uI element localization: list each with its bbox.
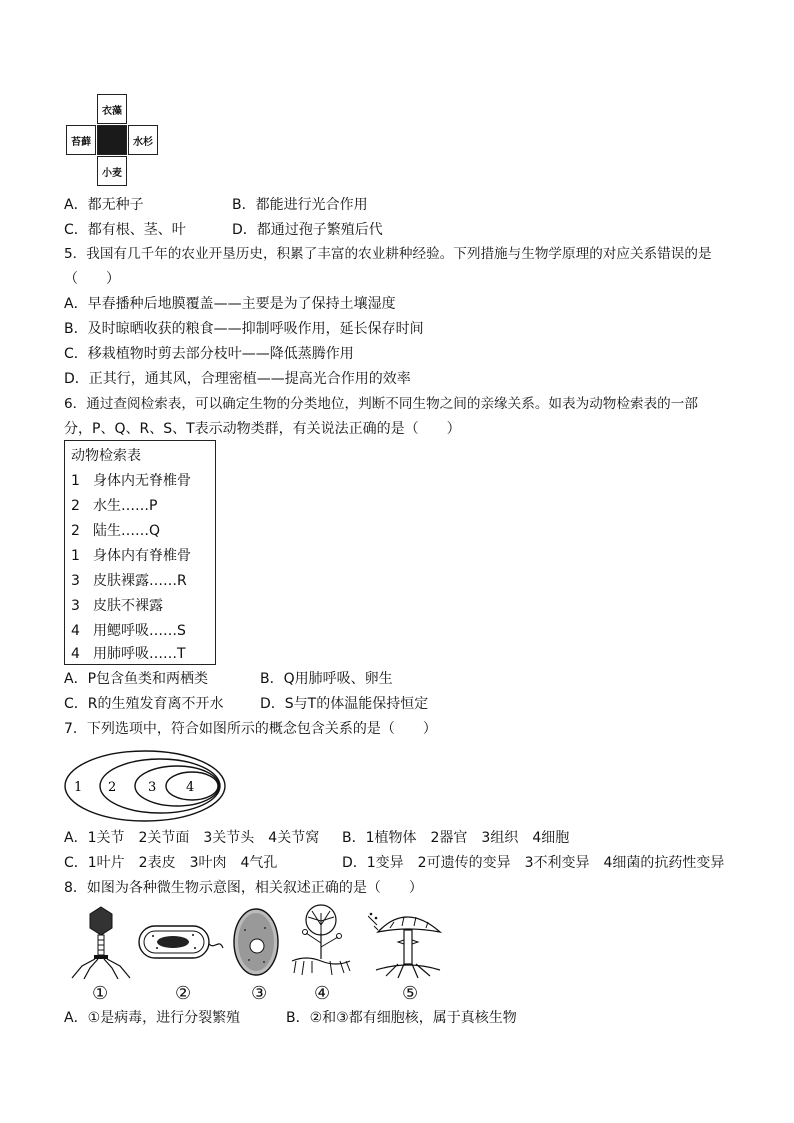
cross-left-cell	[66, 125, 96, 155]
cross-bottom-label: 小麦	[102, 167, 122, 179]
q5-stem-line1: 5．我国有几千年的农业开垦历史，积累了丰富的农业耕种经验。下列措施与生物学原理的对应关系错误的是	[64, 246, 712, 262]
q5-option-b: B．及时晾晒收获的粮食——抑制呼吸作用，延长保存时间	[64, 321, 424, 337]
key-row	[71, 547, 191, 565]
key-row-text: 身体内有脊椎骨	[93, 548, 191, 564]
microbe-label-4: ④	[314, 983, 331, 1004]
q5-option-a: A．早春播种后地膜覆盖——主要是为了保持土壤湿度	[64, 296, 396, 312]
key-row-num: 3	[71, 598, 80, 614]
cross-bottom-cell	[97, 156, 127, 186]
key-row-num: 1	[71, 548, 80, 564]
cross-right-label: 水杉	[133, 136, 153, 148]
animal-key-table	[64, 440, 216, 665]
q6-stem-line2: 分，P、Q、R、S、T表示动物类群，有关说法正确的是（ ）	[64, 421, 461, 437]
cross-top-label: 衣藻	[102, 105, 122, 117]
key-row	[71, 497, 157, 515]
key-row-text: 水生……P	[93, 498, 158, 514]
q6-option-b: B．Q用肺呼吸、卵生	[260, 671, 393, 687]
mold-illustration	[290, 903, 352, 979]
ellipse-label-2: 2	[108, 780, 117, 795]
ellipse-1	[65, 751, 225, 821]
key-row-text: 皮肤不裸露	[93, 598, 163, 614]
mushroom-illustration	[368, 904, 444, 980]
cross-center-cell	[97, 125, 127, 155]
q8-stem: 8．如图为各种微生物示意图，相关叙述正确的是（ ）	[64, 880, 423, 896]
microbe-label-2: ②	[175, 983, 192, 1004]
q4-option-c: C．都有根、茎、叶	[64, 222, 186, 238]
q7-stem: 7．下列选项中，符合如图所示的概念包含关系的是（ ）	[64, 721, 437, 737]
bacterium-illustration	[133, 918, 225, 968]
key-row	[71, 572, 187, 590]
q4-option-d: D．都通过孢子繁殖后代	[232, 222, 383, 238]
ellipse-label-3: 3	[148, 780, 157, 795]
microbe-label-3: ③	[251, 983, 268, 1004]
q7-option-c: C．1叶片 2表皮 3叶肉 4气孔	[64, 855, 278, 871]
cross-top-cell	[97, 94, 127, 124]
key-row-num: 2	[71, 523, 80, 539]
q6-option-d: D．S与T的体温能保持恒定	[260, 696, 429, 712]
q6-option-a: A．P包含鱼类和两栖类	[64, 671, 209, 687]
microbe-label-5: ⑤	[402, 983, 419, 1004]
q7-option-d: D．1变异 2可遗传的变异 3不利变异 4细菌的抗药性变异	[342, 855, 725, 871]
key-row-num: 2	[71, 498, 80, 514]
ellipse-label-1: 1	[74, 780, 83, 795]
key-row-num: 1	[71, 473, 80, 489]
key-row-num: 4	[71, 646, 80, 662]
key-row-text: 用鳃呼吸……S	[93, 623, 186, 639]
key-row-num: 4	[71, 623, 80, 639]
ellipse-label-4: 4	[186, 780, 195, 795]
q4-option-a: A．都无种子	[64, 197, 144, 213]
microbe-label-1: ①	[92, 983, 109, 1004]
q6-option-c: C．R的生殖发育离不开水	[64, 696, 224, 712]
key-row-text: 用肺呼吸……T	[93, 646, 186, 662]
key-row	[71, 645, 186, 663]
cross-right-cell	[128, 125, 158, 155]
q8-option-b: B．②和③都有细胞核，属于真核生物	[286, 1010, 517, 1026]
q7-option-a: A．1关节 2关节面 3关节头 4关节窝	[64, 830, 320, 846]
q6-stem-line1: 6．通过查阅检索表，可以确定生物的分类地位，判断不同生物之间的亲缘关系。如表为动物检索表的一部	[64, 396, 698, 412]
virus-illustration	[68, 904, 134, 980]
key-row-text: 陆生……Q	[93, 523, 161, 539]
q7-option-b: B．1植物体 2器官 3组织 4细胞	[342, 830, 570, 846]
yeast-illustration	[231, 906, 281, 978]
nested-ellipse-diagram	[62, 748, 228, 824]
key-row	[71, 522, 160, 540]
q5-option-c: C．移栽植物时剪去部分枝叶——降低蒸腾作用	[64, 346, 354, 362]
key-row-num: 3	[71, 573, 80, 589]
key-row	[71, 622, 186, 640]
q5-option-d: D．正其行，通其风，合理密植——提高光合作用的效率	[64, 371, 411, 387]
key-row-text: 皮肤裸露……R	[93, 573, 187, 589]
q5-stem-line2: （ ）	[64, 271, 120, 287]
key-table-title: 动物检索表	[71, 448, 141, 464]
cross-left-label: 苔藓	[71, 136, 91, 148]
q4-option-b: B．都能进行光合作用	[232, 197, 368, 213]
key-row	[71, 472, 191, 490]
q8-option-a: A．①是病毒，进行分裂繁殖	[64, 1010, 241, 1026]
key-row	[71, 597, 163, 615]
key-row-text: 身体内无脊椎骨	[93, 473, 191, 489]
